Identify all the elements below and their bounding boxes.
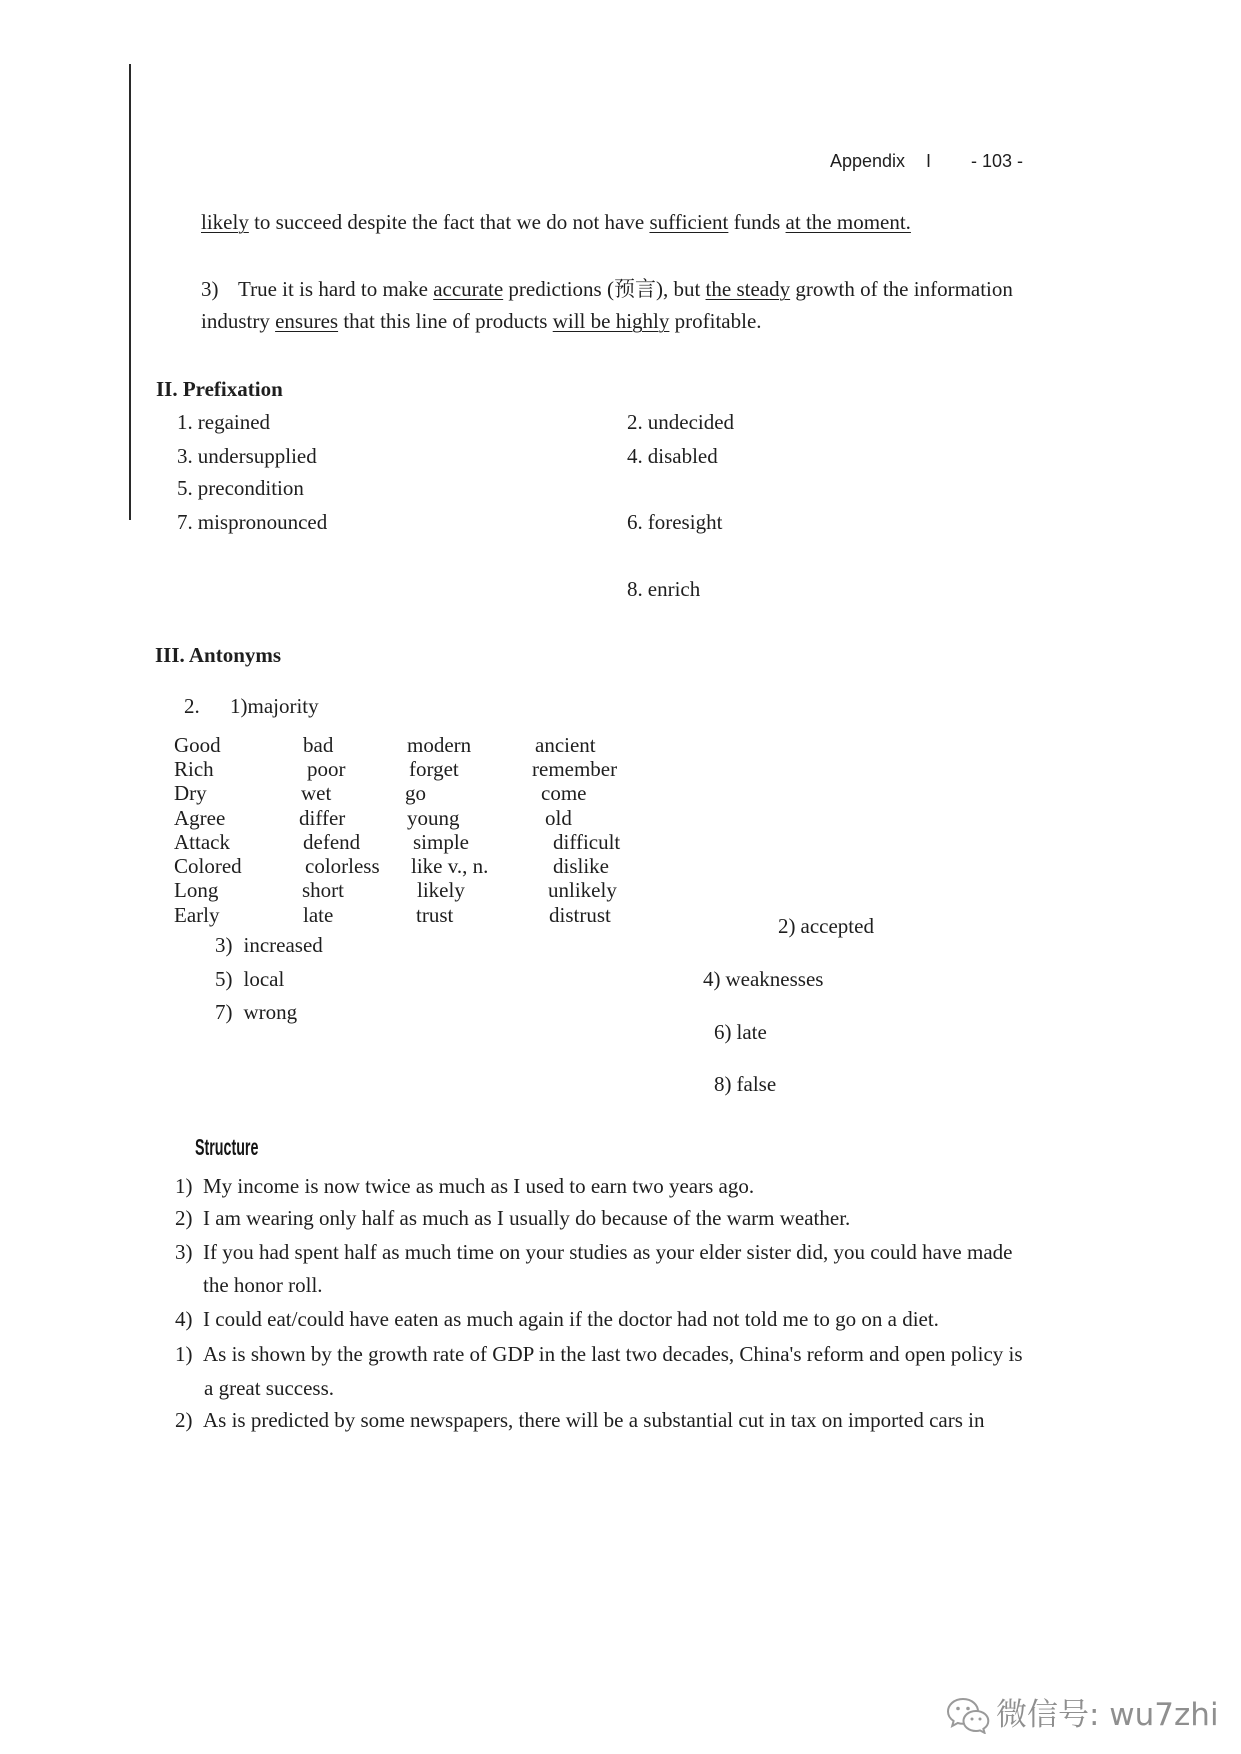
item3-line-2	[201, 308, 762, 334]
antonym-answer	[714, 1071, 776, 1097]
structure-item-text: As is shown by the growth rate of GDP in the last two decades, China's reform and open policy is	[203, 1342, 1023, 1366]
antonym-word: young	[407, 806, 460, 830]
text-segment: that this line of products	[338, 309, 553, 333]
answer-number: 2.	[627, 410, 643, 434]
wechat-icon	[946, 1696, 990, 1734]
item-number: 3)	[201, 277, 219, 301]
answer-word: late	[736, 1020, 767, 1044]
antonym-word: differ	[299, 806, 346, 830]
text-segment: True it is hard to make	[238, 277, 434, 301]
text-segment: funds	[728, 210, 786, 234]
section-heading-prefixation: II. Prefixation	[156, 377, 283, 401]
antonym-word: late	[303, 903, 334, 927]
answer-number: 8.	[627, 577, 643, 601]
antonym-row	[0, 781, 1241, 805]
underlined-phrase: the steady	[705, 277, 791, 301]
answer-word: undecided	[647, 410, 735, 434]
answer-number: 1.	[177, 410, 193, 434]
text-segment: to succeed despite the fact that we do not have	[248, 210, 650, 234]
answer-number: 8)	[714, 1072, 732, 1096]
prefixation-answer	[627, 443, 718, 469]
answer-word: accepted	[800, 914, 874, 938]
prefixation-answer	[627, 409, 734, 435]
antonym-row	[0, 733, 1241, 757]
antonym-answer	[714, 1019, 767, 1045]
structure-item-number: 2)	[175, 1206, 193, 1230]
answer-word: foresight	[647, 510, 723, 534]
antonym-word: Long	[174, 878, 219, 902]
antonym-word: forget	[409, 757, 459, 781]
header-section: Appendix	[830, 151, 906, 171]
antonym-row	[0, 830, 1241, 854]
answer-number: 5.	[177, 476, 193, 500]
part-number: 2.	[184, 694, 200, 718]
antonym-word: colorless	[305, 854, 380, 878]
antonym-word: Agree	[174, 806, 226, 830]
header-page-number: - 103 -	[971, 151, 1024, 171]
continuation-line	[201, 209, 911, 235]
prefixation-answer	[627, 509, 722, 535]
antonym-word: poor	[307, 757, 346, 781]
antonym-word: Attack	[174, 830, 230, 854]
item3-line-1	[238, 276, 1013, 302]
underlined-phrase: accurate	[433, 277, 504, 301]
underlined-phrase: ensures	[275, 309, 339, 333]
underlined-phrase: at the moment.	[785, 210, 911, 234]
answer-number: 4.	[627, 444, 643, 468]
answer-word: wrong	[243, 1000, 298, 1024]
antonym-word: Good	[174, 733, 221, 757]
section-heading-structure: Structure	[195, 1134, 259, 1160]
prefixation-answer	[177, 475, 304, 501]
header-numeral: I	[926, 151, 932, 171]
structure-item-text: I am wearing only half as much as I usually do because of the warm weather.	[203, 1206, 851, 1230]
antonym-row	[0, 854, 1241, 878]
watermark-text: 微信号: wu7zhi	[996, 1697, 1219, 1733]
margin-rule	[129, 64, 131, 520]
answer-number: 2)	[778, 914, 796, 938]
structure-item-number: 1)	[175, 1174, 193, 1198]
antonym-row	[0, 806, 1241, 830]
answer-word: increased	[243, 933, 323, 957]
answer-word: regained	[197, 410, 271, 434]
answer-number: 5)	[215, 967, 233, 991]
antonym-answer	[703, 966, 823, 992]
structure-item-text: If you had spent half as much time on your studies as your elder sister did, you could have made	[203, 1240, 1013, 1264]
structure-item-number: 1)	[175, 1342, 193, 1366]
text-segment: predictions (预言), but	[503, 277, 706, 301]
antonym-word: simple	[413, 830, 469, 854]
antonym-word: Colored	[174, 854, 242, 878]
structure-item-text-continued: a great success.	[204, 1376, 335, 1400]
antonym-answer	[215, 966, 284, 992]
antonym-word: defend	[303, 830, 361, 854]
prefixation-answer	[177, 409, 270, 435]
antonym-word: old	[545, 806, 572, 830]
antonym-word: Rich	[174, 757, 214, 781]
underlined-phrase: likely	[201, 210, 249, 234]
text-segment: industry	[201, 309, 276, 333]
answer-word: mispronounced	[197, 510, 328, 534]
structure-item-text-continued: the honor roll.	[203, 1273, 323, 1297]
antonym-row	[0, 903, 1241, 927]
answer-number: 3)	[215, 933, 233, 957]
structure-item-text: I could eat/could have eaten as much again if the doctor had not told me to go on a diet.	[203, 1307, 939, 1331]
antonym-word: remember	[532, 757, 618, 781]
structure-item-number: 2)	[175, 1408, 193, 1432]
antonym-answer	[215, 999, 297, 1025]
antonym-row	[0, 878, 1241, 902]
answer-word: false	[736, 1072, 777, 1096]
antonym-word: likely	[417, 878, 465, 902]
section-heading-antonyms: III. Antonyms	[155, 643, 282, 667]
answer-number: 7)	[215, 1000, 233, 1024]
antonym-word: go	[405, 781, 426, 805]
antonym-word: dislike	[553, 854, 609, 878]
first-answer: 1)majority	[230, 694, 319, 718]
structure-item-text: My income is now twice as much as I used to earn two years ago.	[203, 1174, 755, 1198]
antonym-word: Dry	[174, 781, 207, 805]
answer-number: 6.	[627, 510, 643, 534]
answer-word: disabled	[647, 444, 718, 468]
antonym-answer	[778, 913, 874, 939]
answer-word: precondition	[197, 476, 304, 500]
text-segment: growth of the information	[790, 277, 1013, 301]
answer-number: 6)	[714, 1020, 732, 1044]
antonym-word: ancient	[535, 733, 596, 757]
antonym-word: wet	[301, 781, 332, 805]
antonym-word: difficult	[553, 830, 621, 854]
antonym-word: trust	[416, 903, 454, 927]
answer-number: 7.	[177, 510, 193, 534]
text-segment: profitable.	[669, 309, 762, 333]
structure-item-number: 4)	[175, 1307, 193, 1331]
antonym-word: distrust	[549, 903, 611, 927]
answer-number: 4)	[703, 967, 721, 991]
answer-word: enrich	[647, 577, 701, 601]
answer-word: weaknesses	[725, 967, 824, 991]
prefixation-answer	[177, 509, 327, 535]
antonym-word: Early	[174, 903, 220, 927]
antonym-row	[0, 757, 1241, 781]
underlined-phrase: will be highly	[552, 309, 670, 333]
antonym-answer	[215, 932, 323, 958]
answer-word: local	[243, 967, 285, 991]
prefixation-answer	[627, 576, 700, 602]
antonym-word: like v., n.	[411, 854, 489, 878]
prefixation-answer	[177, 443, 317, 469]
antonym-word: unlikely	[548, 878, 617, 902]
antonym-word: bad	[303, 733, 334, 757]
answer-word: undersupplied	[197, 444, 317, 468]
structure-item-text: As is predicted by some newspapers, there will be a substantial cut in tax on imported cars in	[203, 1408, 985, 1432]
structure-item-number: 3)	[175, 1240, 193, 1264]
antonym-word: short	[302, 878, 344, 902]
answer-number: 3.	[177, 444, 193, 468]
antonym-word: modern	[407, 733, 472, 757]
antonym-word: come	[541, 781, 587, 805]
underlined-phrase: sufficient	[649, 210, 729, 234]
